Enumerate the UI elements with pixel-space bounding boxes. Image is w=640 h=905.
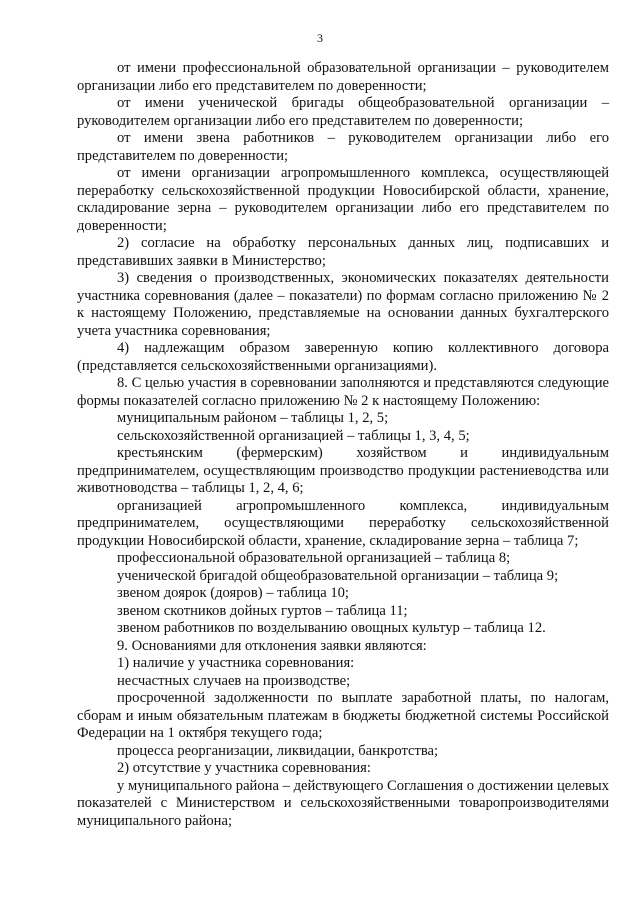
- list-item: 4) надлежащим образом заверенную копию коллективного договора (представляется сельскохозяйственными организациями).: [77, 340, 609, 374]
- list-item: звеном работников по возделыванию овощных культур – таблица 12.: [117, 620, 546, 636]
- list-item: организацией агропромышленного комплекса, индивидуальным предпринимателем, осуществляющими переработку сельскохозяйственной продукции Новосибирской области, хранение, складирование зерна – таблица 7;: [77, 497, 609, 549]
- list-item: 2) отсутствие у участника соревнования:: [117, 760, 371, 776]
- list-item: звеном доярок (дояров) – таблица 10;: [117, 585, 349, 601]
- paragraph: от имени звена работников – руководителем организации либо его представителем по доверенности;: [77, 130, 609, 164]
- list-item: ученической бригадой общеобразовательной организации – таблица 9;: [117, 567, 559, 584]
- list-item: 3) сведения о производственных, экономических показателях деятельности участника соревнования (далее – показатели) по формам согласно приложению № 2 к настоящему Положению, представляемые на основании данных бухгалтерского учета участника соревнования;: [77, 270, 609, 339]
- section-paragraph: 9. Основаниями для отклонения заявки являются:: [117, 637, 427, 654]
- list-item: процесса реорганизации, ликвидации, банкротства;: [117, 742, 439, 759]
- document-body: [77, 60, 609, 830]
- list-item: 2) согласие на обработку персональных данных лиц, подписавших и представивших заявки в Министерство;: [77, 235, 609, 269]
- list-item: профессиональной образовательной организацией – таблица 8;: [117, 550, 511, 566]
- paragraph: от имени организации агропромышленного комплекса, осуществляющей переработку сельскохозяйственной продукции Новосибирской области, хранение, складирование зерна – руководителем организации либо его представителем по доверенности;: [77, 165, 609, 234]
- paragraph: от имени профессиональной образовательной организации – руководителем организации либо его представителем по доверенности;: [77, 60, 609, 94]
- section-paragraph: 8. С целью участия в соревновании заполняются и представляются следующие формы показателей согласно приложению № 2 к настоящему Положению:: [77, 375, 609, 409]
- paragraph: от имени ученической бригады общеобразовательной организации – руководителем организации либо его представителем по доверенности;: [77, 95, 609, 129]
- list-item: муниципальным районом – таблицы 1, 2, 5;: [117, 410, 389, 426]
- list-item: просроченной задолженности по выплате заработной платы, по налогам, сборам и иным обязательным платежам в бюджеты бюджетной системы Российской Федерации на 1 октября текущего года;: [77, 690, 609, 741]
- list-item: крестьянским (фермерским) хозяйством и индивидуальным предпринимателем, осуществляющим производство продукции растениеводства или животноводства – таблицы 1, 2, 4, 6;: [77, 445, 609, 496]
- list-item: 1) наличие у участника соревнования:: [117, 655, 355, 671]
- list-item: сельскохозяйственной организацией – таблицы 1, 3, 4, 5;: [117, 427, 470, 444]
- list-item: у муниципального района – действующего Соглашения о достижении целевых показателей с Министерством и сельскохозяйственными товаропроизводителями муниципального района;: [77, 777, 609, 829]
- list-item: несчастных случаев на производстве;: [117, 672, 351, 689]
- list-item: звеном скотников дойных гуртов – таблица 11;: [117, 602, 408, 619]
- page-number: 3: [317, 31, 323, 45]
